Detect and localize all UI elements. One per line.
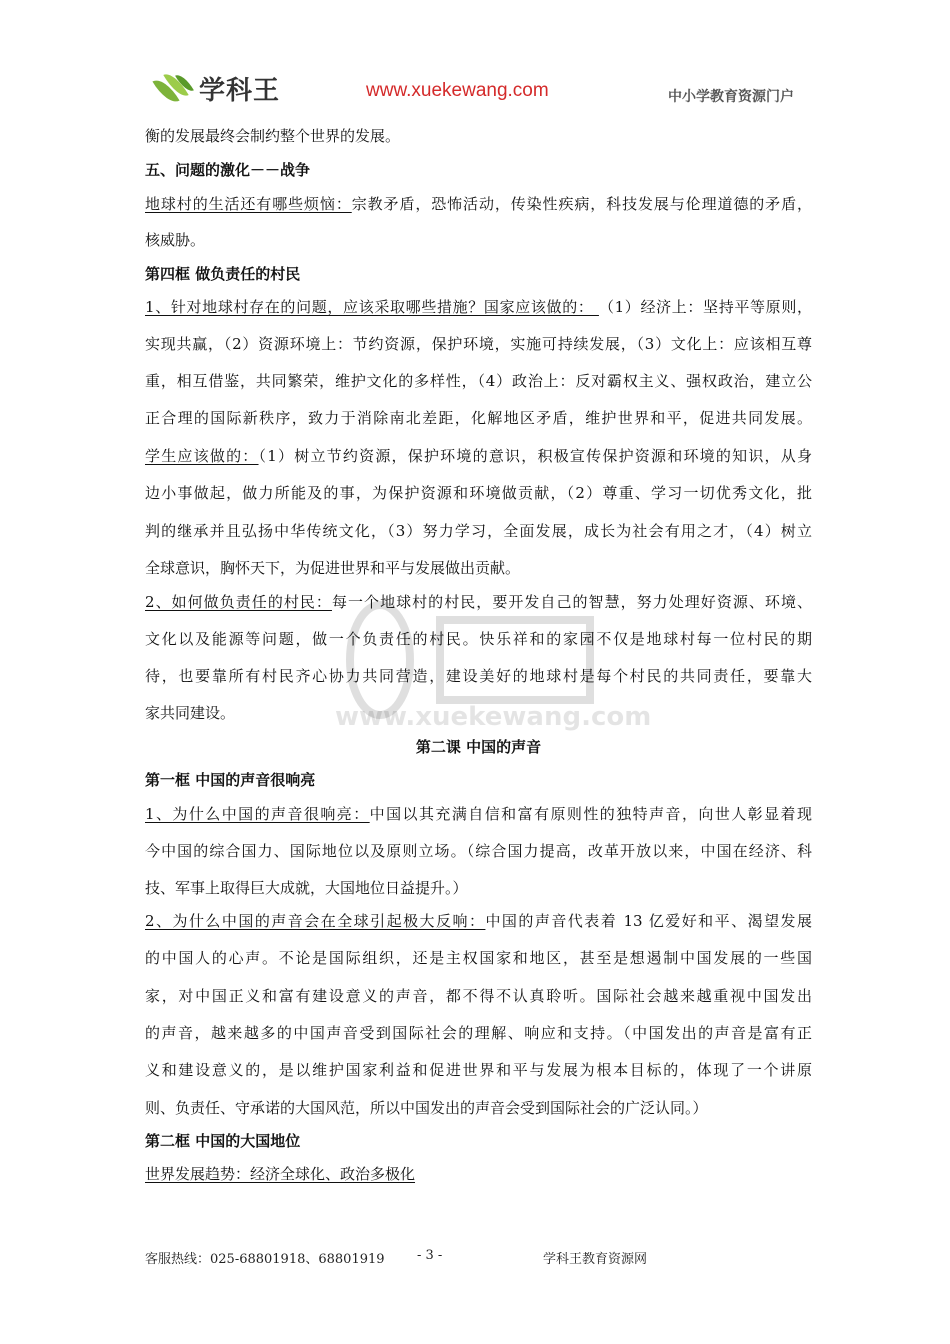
section-heading <box>145 160 812 180</box>
paragraph-line <box>145 230 812 250</box>
site-url[interactable]: www.xuekewang.com <box>366 80 549 101</box>
line-text: 核威胁。 <box>145 231 206 249</box>
leaf-logo-icon <box>155 68 195 108</box>
underlined-question: 2、为什么中国的声音会在全球引起极大反响： <box>145 912 486 930</box>
paragraph-line <box>145 446 812 466</box>
underlined-question: 学生应该做的： <box>145 447 259 465</box>
line-text: 中国以其充满自信和富有原则性的独特声音，向世人彰显着现 <box>369 805 812 823</box>
paragraph-line <box>145 297 812 317</box>
line-text: 全球意识，胸怀天下，为促进世界和平与发展做出贡献。 <box>145 559 521 577</box>
paragraph-line <box>145 1098 812 1118</box>
line-text: 的中国人的心声。不论是国际组织，还是主权国家和地区，甚至是想遏制中国发展的一些国 <box>145 949 812 967</box>
logo-text: 学科王 <box>199 75 281 106</box>
paragraph-line <box>145 1060 812 1080</box>
line-text: 技、军事上取得巨大成就，大国地位日益提升。） <box>145 879 468 897</box>
paragraph-line <box>145 948 812 968</box>
line-text: 家，对中国正义和富有建设意义的声音，都不得不认真聆听。国际社会越来越重视中国发出 <box>145 987 812 1005</box>
paragraph-line <box>145 878 812 898</box>
line-text: 正合理的国际新秩序，致力于消除南北差距，化解地区矛盾，维护世界和平，促进共同发展。 <box>145 409 812 427</box>
paragraph-line <box>145 703 812 723</box>
line-text: （1）经济上：坚持平等原则， <box>598 298 812 316</box>
paragraph-line <box>145 334 812 354</box>
paragraph-line <box>145 666 812 686</box>
footer-site: 学科王教育资源网 <box>543 1252 648 1267</box>
line-text: 义和建设意义的，是以维护国家利益和促进世界和平与发展为根本目标的，体现了一个讲原 <box>145 1061 812 1079</box>
paragraph-line <box>145 408 812 428</box>
line-text: （1）树立节约资源，保护环境的意识，积极宣传保护资源和环境的知识，从身 <box>258 447 812 465</box>
line-text: 待，也要靠所有村民齐心协力共同营造，建设美好的地球村是每个村民的共同责任，要靠大 <box>145 667 812 685</box>
paragraph-line <box>145 521 812 541</box>
paragraph-line <box>145 592 812 612</box>
line-text: 中国的声音代表着 13 亿爱好和平、渴望发展 <box>485 912 813 930</box>
paragraph-line <box>145 558 812 578</box>
paragraph-line <box>145 126 812 146</box>
line-text: 第四框 做负责任的村民 <box>145 265 301 283</box>
underlined-question: 1、为什么中国的声音很响亮： <box>145 805 370 823</box>
footer-page-number: - 3 - <box>417 1248 443 1263</box>
paragraph-line <box>145 483 812 503</box>
section-heading <box>145 770 812 790</box>
line-text: 判的继承并且弘扬中华传统文化，（3）努力学习，全面发展，成长为社会有用之才，（4）树立 <box>145 522 812 540</box>
section-heading <box>145 1131 812 1151</box>
paragraph-line <box>145 629 812 649</box>
underlined-question: 地球村的生活还有哪些烦恼： <box>145 195 352 213</box>
line-text: 文化以及能源等问题，做一个负责任的村民。快乐祥和的家园不仅是地球村每一位村民的期 <box>145 630 812 648</box>
paragraph-line <box>145 1164 812 1184</box>
paragraph-line <box>145 194 812 214</box>
line-text: 今中国的综合国力、国际地位以及原则立场。（综合国力提高，改革开放以来，中国在经济、科 <box>145 842 812 860</box>
line-text: 家共同建设。 <box>145 704 236 722</box>
line-text: 第二课 中国的声音 <box>415 738 542 756</box>
paragraph-line <box>145 371 812 391</box>
paragraph-line <box>145 911 812 931</box>
paragraph-line <box>145 986 812 1006</box>
site-logo <box>155 68 280 108</box>
section-heading <box>145 737 812 757</box>
line-text: 重，相互借鉴，共同繁荣，维护文化的多样性，（4）政治上：反对霸权主义、强权政治，建立公 <box>145 372 812 390</box>
underlined-question: 世界发展趋势：经济全球化、政治多极化 <box>145 1165 416 1183</box>
line-text: 实现共赢，（2）资源环境上：节约资源，保护环境，实施可持续发展，（3）文化上：应该相互尊 <box>145 335 812 353</box>
paragraph-line <box>145 1023 812 1043</box>
footer-hotline: 客服热线：025-68801918、68801919 <box>145 1252 385 1267</box>
line-text: 的声音，越来越多的中国声音受到国际社会的理解、响应和支持。（中国发出的声音是富有正 <box>145 1024 812 1042</box>
line-text: 第一框 中国的声音很响亮 <box>145 771 316 789</box>
section-heading <box>145 264 812 284</box>
paragraph-line <box>145 804 812 824</box>
line-text: 五、问题的激化－－战争 <box>145 161 311 179</box>
line-text: 边小事做起，做力所能及的事，为保护资源和环境做贡献，（2）尊重、学习一切优秀文化，批 <box>145 484 812 502</box>
underlined-question: 1、针对地球村存在的问题，应该采取哪些措施？国家应该做的： <box>145 298 599 316</box>
line-text: 衡的发展最终会制约整个世界的发展。 <box>145 127 401 145</box>
paragraph-line <box>145 841 812 861</box>
watermark-text: www.xuekewang.com <box>335 702 652 732</box>
line-text: 则、负责任、守承诺的大国风范，所以中国发出的声音会受到国际社会的广泛认同。） <box>145 1099 708 1117</box>
line-text: 第二框 中国的大国地位 <box>145 1132 301 1150</box>
line-text: 每一个地球村的村民，要开发自己的智慧，努力处理好资源、环境、 <box>331 593 812 611</box>
line-text: 宗教矛盾，恐怖活动，传染性疾病，科技发展与伦理道德的矛盾， <box>351 195 812 213</box>
portal-tagline: 中小学教育资源门户 <box>668 89 794 105</box>
underlined-question: 2、如何做负责任的村民： <box>145 593 332 611</box>
